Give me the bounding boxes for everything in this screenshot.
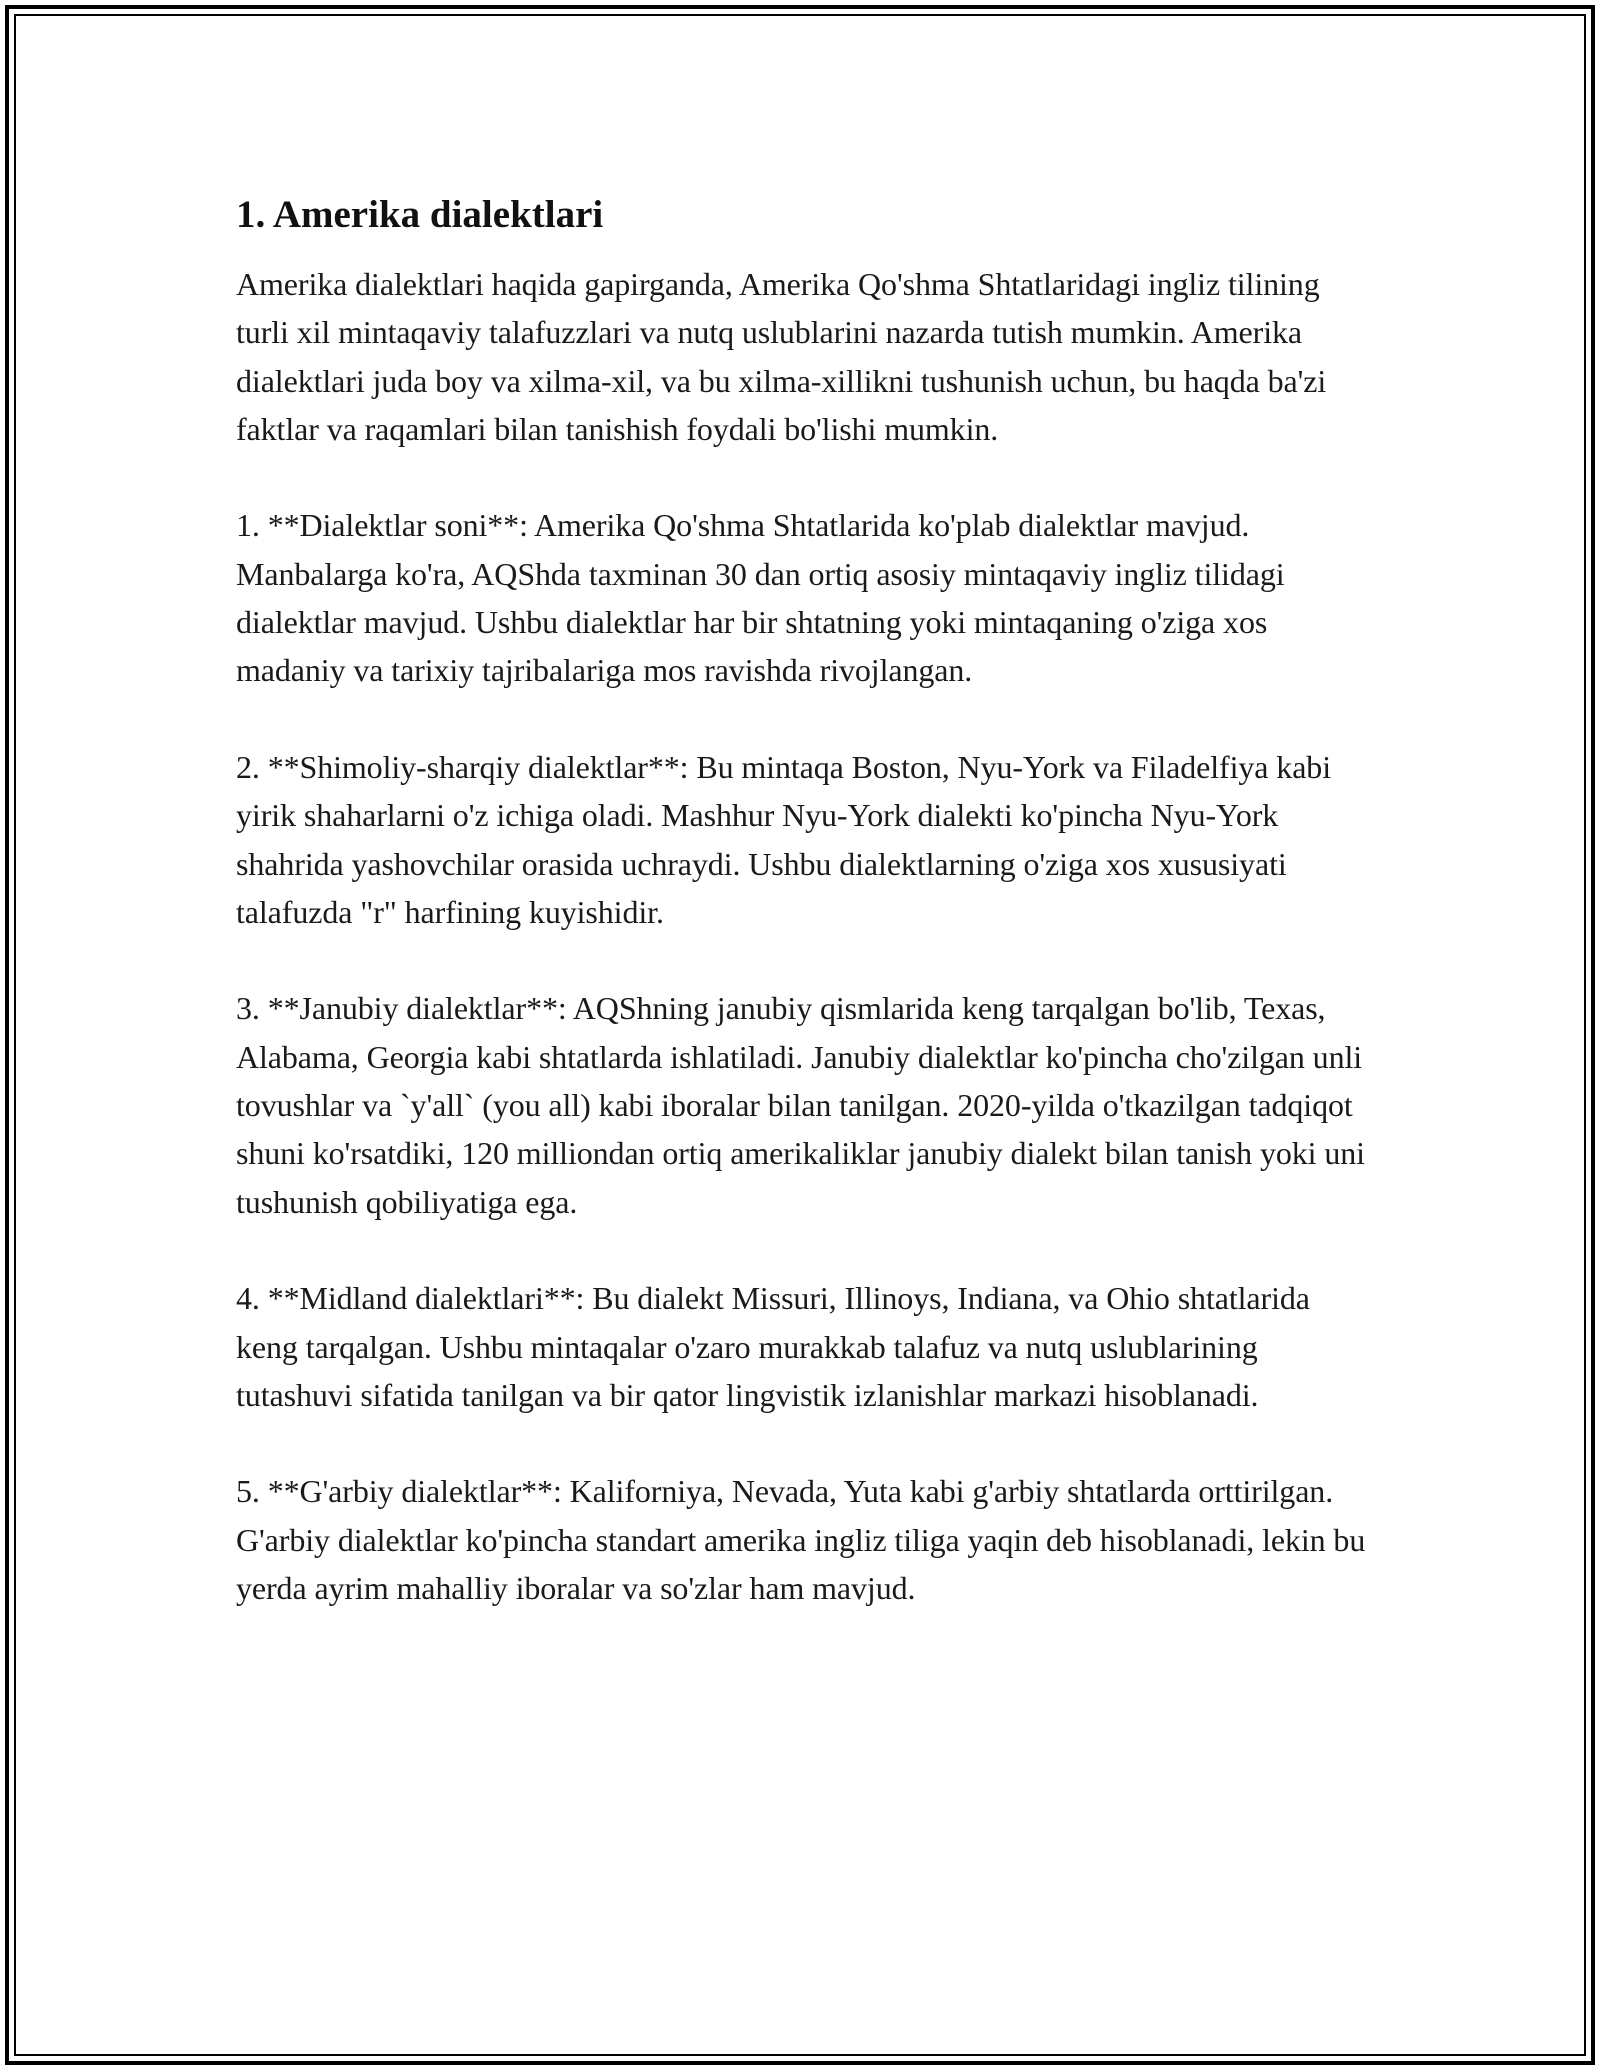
paragraph-midland-dialects: 4. **Midland dialektlari**: Bu dialekt Missuri, Illinoys, Indiana, va Ohio shtatlarida keng tarqalgan. Ushbu mintaqalar o'zaro murakkab talafuz va nutq uslublarining tutashuvi sifatida tanilgan va bir qator lingvistik izlanishlar markazi hisoblanadi. xyxy=(236,1280,1310,1413)
paragraph-northeastern-dialects: 2. **Shimoliy-sharqiy dialektlar**: Bu mintaqa Boston, Nyu-York va Filadelfiya kabi yirik shaharlarni o'z ichiga oladi. Mashhur Nyu-York dialekti ko'pincha Nyu-York shahrida yashovchilar orasida uchraydi. Ushbu dialektlarning o'ziga xos xususiyati talafuzda "r" harfining kuyishidir. xyxy=(236,748,1331,930)
paragraph-dialect-count: 1. **Dialektlar soni**: Amerika Qo'shma Shtatlarida ko'plab dialektlar mavjud. Manbalarga ko'ra, AQShda taxminan 30 dan ortiq asosiy mintaqaviy ingliz tilidagi dialektlar mavjud. Ushbu dialektlar har bir shtatning yoki mintaqaning o'ziga xos madaniy va tarixiy tajribalariga mos ravishda rivojlangan. xyxy=(236,507,1285,689)
intro-paragraph: Amerika dialektlari haqida gapirganda, Amerika Qo'shma Shtatlaridagi ingliz tilining turli xil mintaqaviy talafuzzlari va nutq uslublarini nazarda tutish mumkin. Amerika dialektlari juda boy va xilma-xil, va bu xilma-xillikni tushunish uchun, bu haqda ba'zi faktlar va raqamlari bilan tanishish foydali bo'lishi mumkin. xyxy=(236,266,1327,447)
paragraph-southern-dialects: 3. **Janubiy dialektlar**: AQShning janubiy qismlarida keng tarqalgan bo'lib, Texas, Alabama, Georgia kabi shtatlarda ishlatiladi. Janubiy dialektlar ko'pincha cho'zilgan unli tovushlar va `y'all` (you all) kabi iboralar bilan tanilgan. 2020-yilda o'tkazilgan tadqiqot shuni ko'rsatdiki, 120 milliondan ortiq amerikaliklar janubiy dialekt bilan tanish yoki uni tushunish qobiliyatiga ega. xyxy=(236,990,1365,1220)
paragraph-western-dialects: 5. **G'arbiy dialektlar**: Kaliforniya, Nevada, Yuta kabi g'arbiy shtatlarda orttirilgan. G'arbiy dialektlar ko'pincha standart amerika ingliz tiliga yaqin deb hisoblanadi, lekin bu yerda ayrim mahalliy iboralar va so'zlar ham mavjud. xyxy=(236,1473,1366,1607)
section-heading: 1. Amerika dialektlari xyxy=(236,193,604,236)
document-body xyxy=(236,184,1376,1612)
